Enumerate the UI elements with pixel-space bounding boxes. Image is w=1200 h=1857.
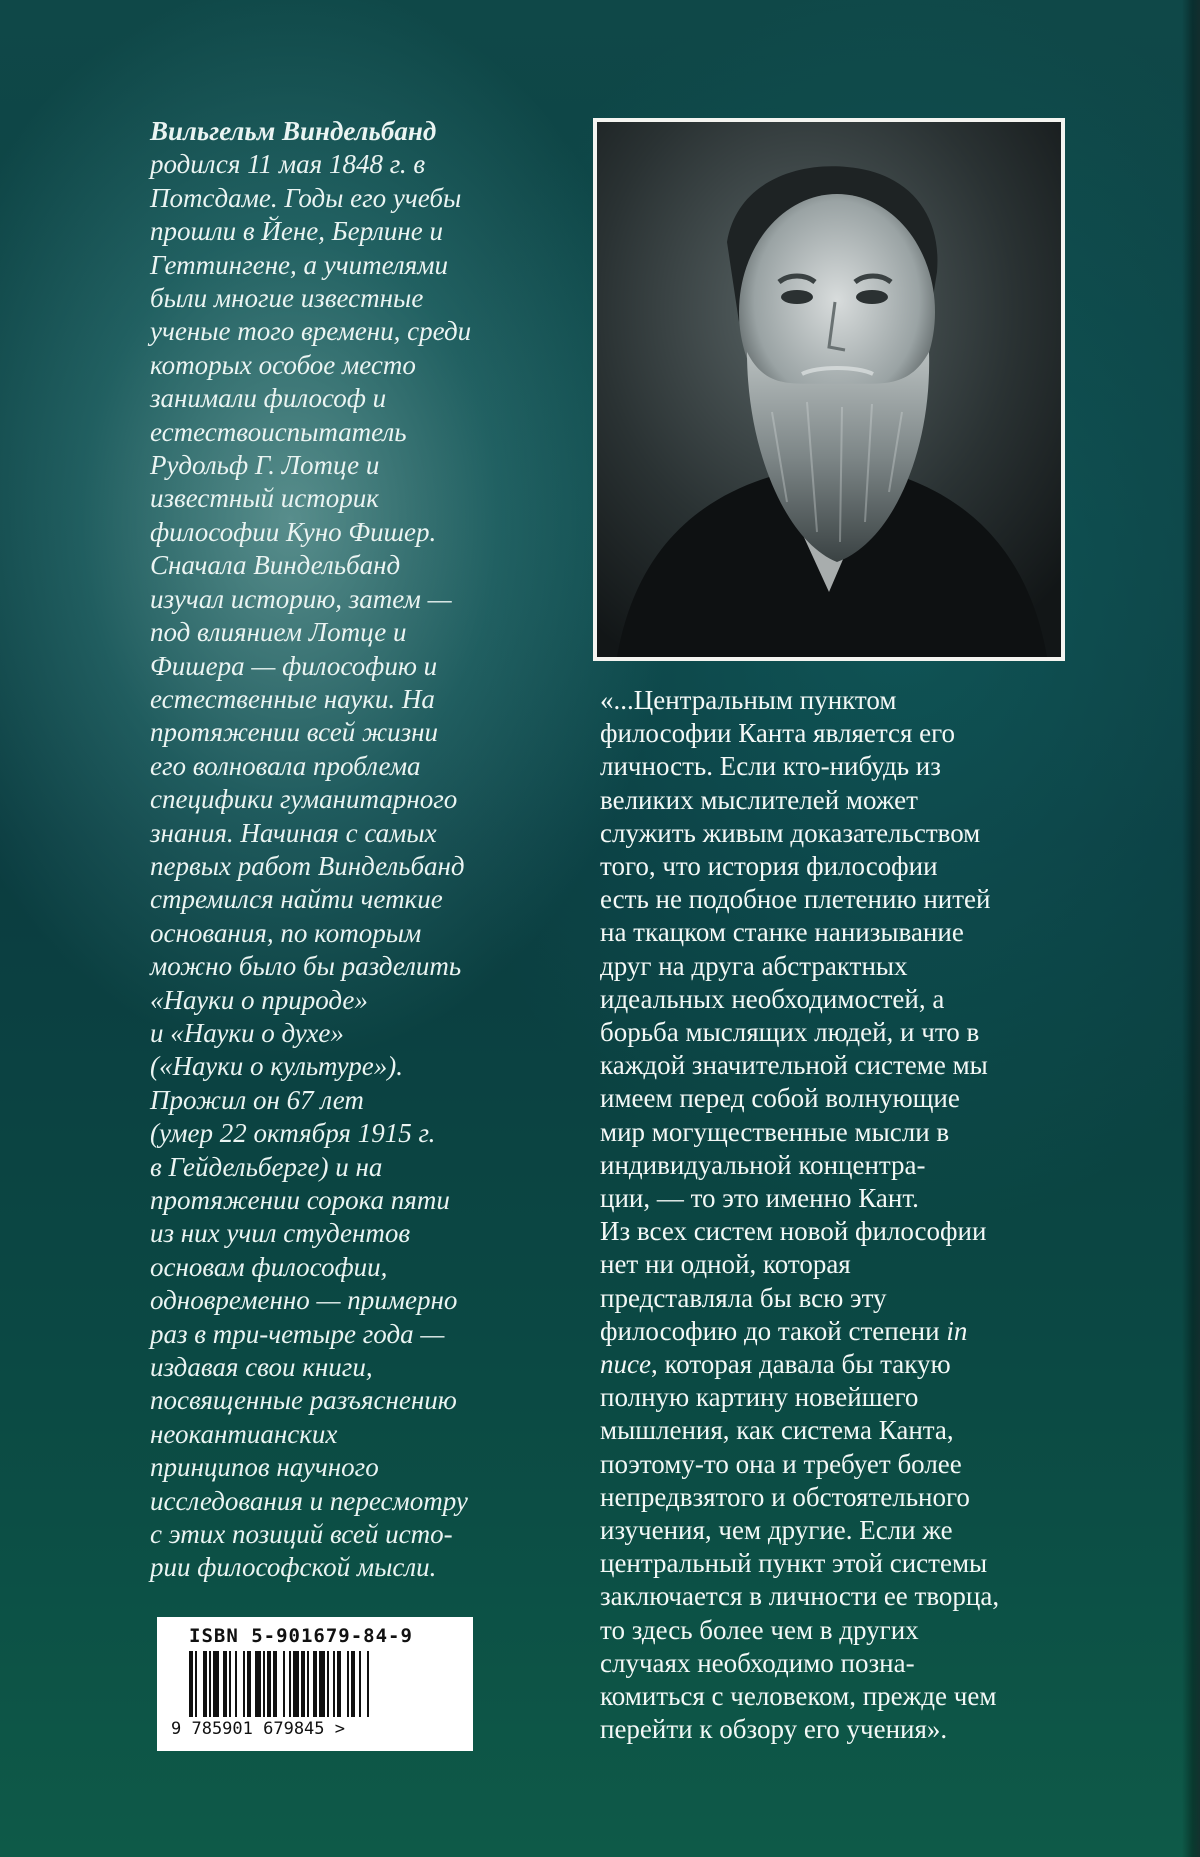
spine-edge-shadow bbox=[1182, 0, 1200, 1857]
barcode-bars bbox=[185, 1651, 455, 1717]
biography-text: родился 11 мая 1848 г. в Потсдаме. Годы его учебы прошли в Йене, Берлине и Геттингене, а учителями были многие известные ученые того времени, среди которых особое место занимали философ и естествоиспытатель Рудольф Г. Лотце и известный историк философии Куно Фишер. Сначала Виндельбанд изучал историю, затем — под влиянием Лотце и Фишера — философию и естественные науки. На протяжении всей жизни его волновала проблема специфики гуманитарного знания. Начиная с самых первых работ Виндельбанд стремился найти четкие основания, по которым можно было бы разделить «Науки о природе» и «Науки о духе» («Науки о культуре»). Прожил он 67 лет (умер 22 октября 1915 г. в Гейдельберге) и на протяжении сорока пяти из них учил студентов основам философии, одновременно — примерно раз в три-четыре года — издавая свои книги, посвященные разъяснению неокантианских принципов научного исследования и пересмотру с этих позиций всей исто- рии философской мысли. bbox=[150, 149, 472, 1583]
isbn-barcode-label bbox=[157, 1617, 473, 1751]
quote-text-part1: «...Центральным пунктом философии Канта является его личность. Если кто-нибудь из великих мыслителей может служить живым доказательством того, что история философии есть не подобное плетению нитей на ткацком станке нанизывание друг на друга абстрактных идеальных необходимостей, а борьба мыслящих людей, и что в каждой значительной системе мы имеем перед собой волнующие мир могущественные мысли в индивидуальной концентра- ции, — то это именно Кант. Из всех систем новой философии нет ни одной, которая представляла бы всю эту философию до такой степени bbox=[600, 685, 991, 1346]
quote-italic-phrase: in nuce bbox=[600, 1315, 968, 1380]
kant-quote bbox=[600, 684, 1100, 1747]
author-portrait-photo bbox=[593, 118, 1065, 661]
portrait-illustration bbox=[597, 122, 1061, 657]
ean-digits: 9 785901 679845 > bbox=[171, 1719, 345, 1739]
isbn-number: ISBN 5-901679-84-9 bbox=[189, 1625, 413, 1647]
author-biography bbox=[150, 115, 530, 1585]
author-name: Вильгельм Виндельбанд bbox=[150, 116, 437, 146]
quote-text-part2: , которая давала бы такую полную картину новейшего мышления, как система Канта, поэтому-то она и требует более непредвзятого и обстоятельного изучения, чем другие. Если же центральный пункт этой системы заключается в личности ее творца, то здесь более чем в других случаях необходимо позна- комиться с человеком, прежде чем перейти к обзору его учения». bbox=[600, 1349, 1000, 1745]
